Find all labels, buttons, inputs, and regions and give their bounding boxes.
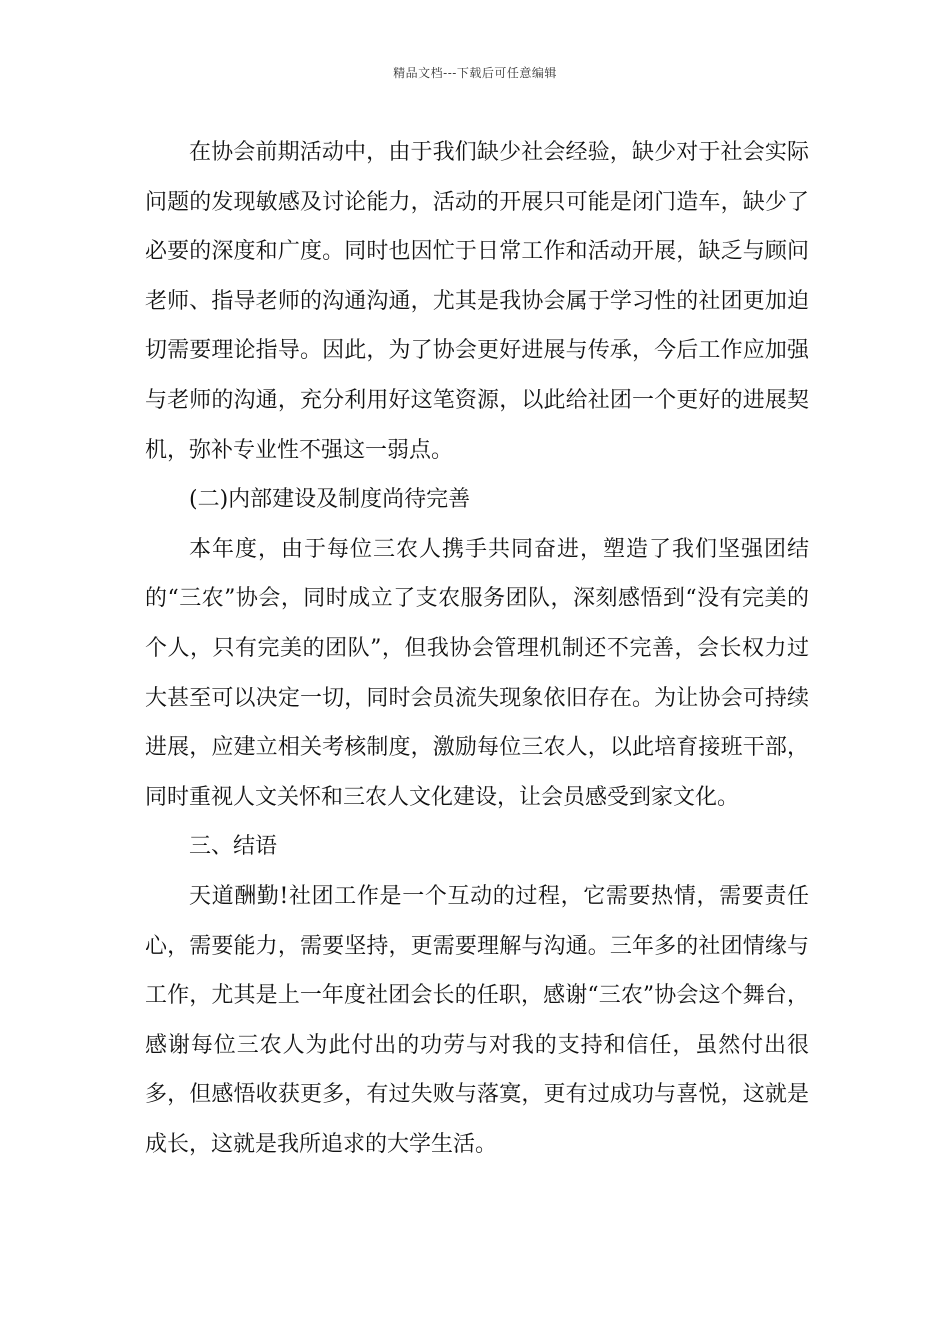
paragraph-internal-construction: 本年度，由于每位三农人携手共同奋进，塑造了我们坚强团结的“三农”协会，同时成立了支农服务团队，深刻感悟到“没有完美的个人，只有完美的团队”，但我协会管理机制还不完善，会长权力过大甚至可以决定一切，同时会员流失现象依旧存在。为让协会可持续进展，应建立相关考核制度，激励每位三农人，以此培育接班干部，同时重视人文关怀和三农人文化建设，让会员感受到家文化。 [145, 536, 809, 810]
page-header: 精品文档---下载后可任意编辑 [393, 66, 557, 80]
paragraph-conclusion: 天道酬勤!社团工作是一个互动的过程，它需要热情，需要责任心，需要能力，需要坚持，更需要理解与沟通。三年多的社团情缘与工作，尤其是上一年度社团会长的任职，感谢“三农”协会这个舞台，感谢每位三农人为此付出的功劳与对我的支持和信任，虽然付出很多，但感悟收获更多，有过失败与落寞，更有过成功与喜悦，这就是成长，这就是我所追求的大学生活。 [145, 883, 809, 1157]
section-heading-internal-construction: (二)内部建设及制度尚待完善 [189, 487, 471, 513]
document-body [145, 128, 809, 1169]
section-heading-conclusion: 三、结语 [189, 834, 278, 860]
paragraph-early-activities: 在协会前期活动中，由于我们缺少社会经验，缺少对于社会实际问题的发现敏感及讨论能力，活动的开展只可能是闭门造车，缺少了必要的深度和广度。同时也因忙于日常工作和活动开展，缺乏与顾问老师、指导老师的沟通沟通，尤其是我协会属于学习性的社团更加迫切需要理论指导。因此，为了协会更好进展与传承，今后工作应加强与老师的沟通，充分利用好这笔资源，以此给社团一个更好的进展契机，弥补专业性不强这一弱点。 [145, 140, 809, 463]
